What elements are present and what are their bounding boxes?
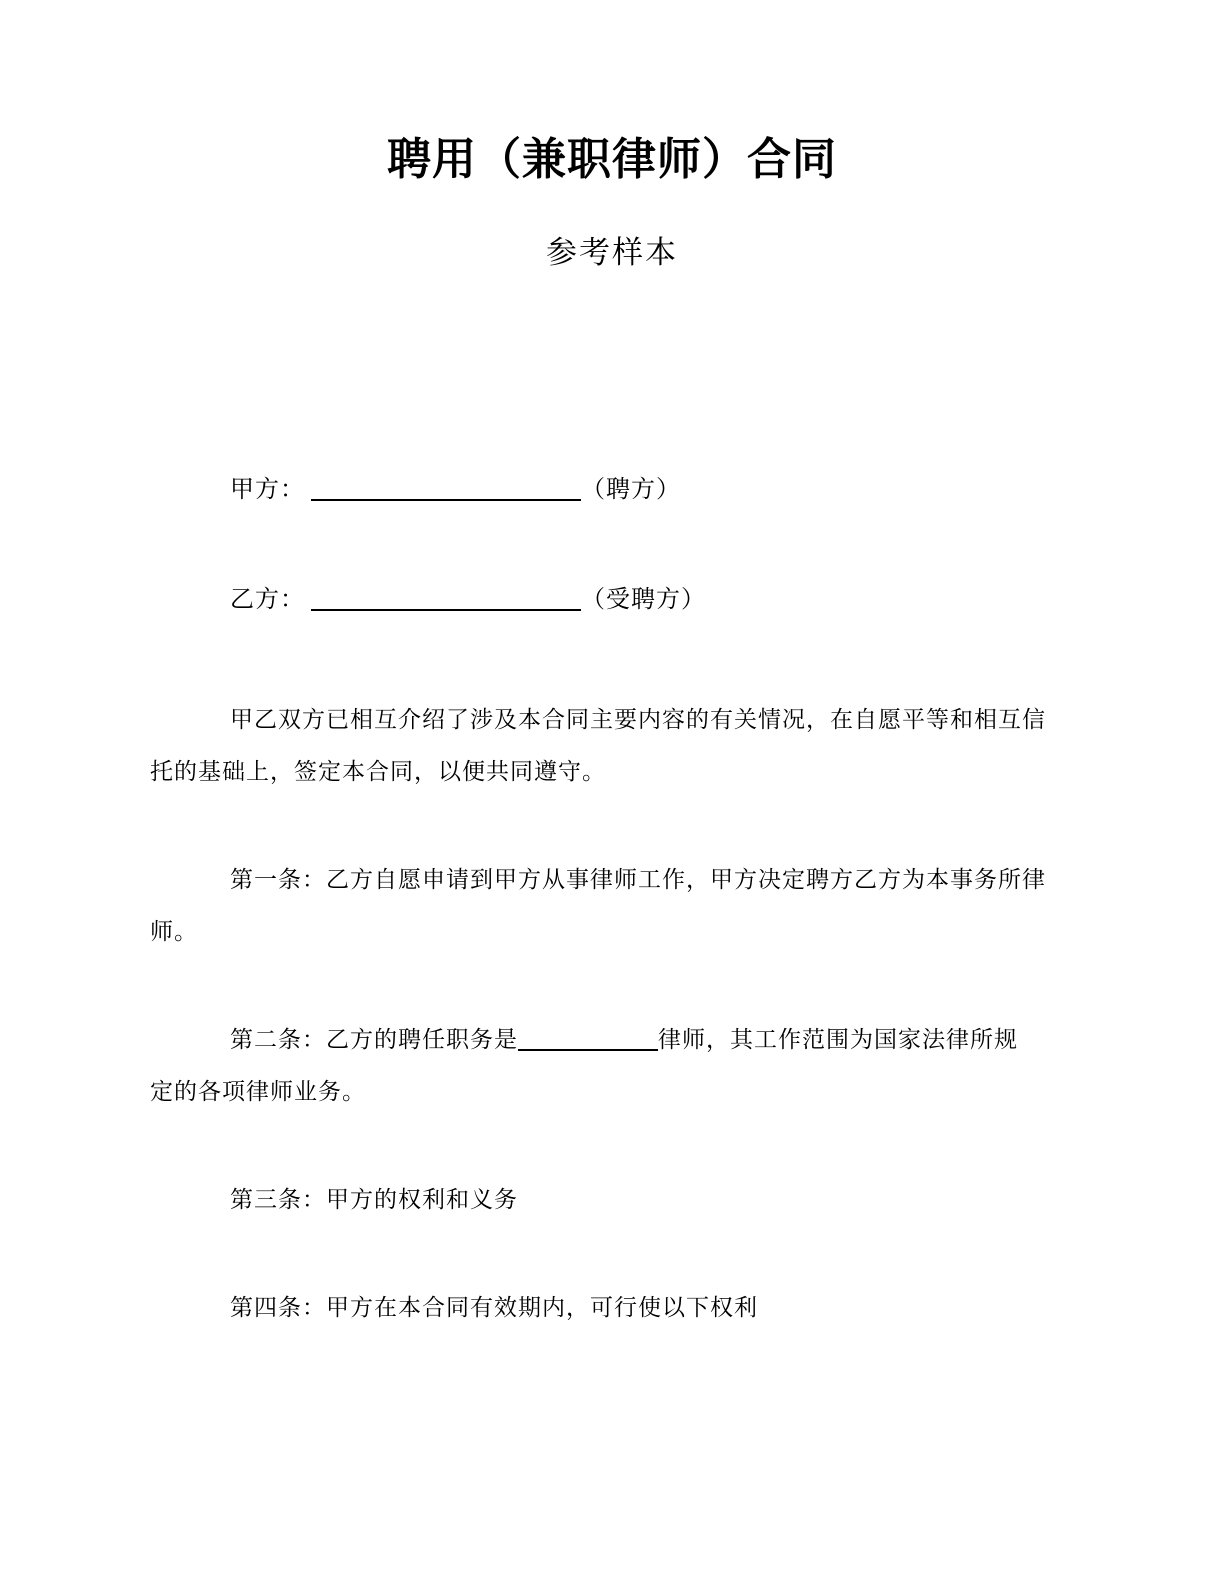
- party-b-row: [150, 584, 1074, 616]
- clause-1-line-2: 师。: [150, 919, 198, 944]
- document-title: 聘用（兼职律师）合同: [387, 135, 837, 184]
- party-a-label: 甲方：: [230, 477, 305, 503]
- intro-line-2: 托的基础上，签定本合同，以便共同遵守。: [150, 759, 606, 784]
- clause-1-line-1: 第一条：乙方自愿申请到甲方从事律师工作，甲方决定聘方乙方为本事务所律: [230, 867, 1046, 892]
- clause-2-line-2: 定的各项律师业务。: [150, 1079, 366, 1104]
- clause-2-line-1: [150, 1014, 1074, 1066]
- party-b-blank-line: [311, 589, 581, 611]
- document-subtitle: 参考样本: [546, 235, 678, 270]
- clause-2-paragraph: [150, 1014, 1074, 1118]
- clause-4-paragraph: [150, 1282, 1074, 1334]
- clause-4-line-1: 第四条：甲方在本合同有效期内，可行使以下权利: [230, 1295, 758, 1320]
- party-b-note: （受聘方）: [581, 587, 706, 613]
- clause-3-paragraph: [150, 1174, 1074, 1226]
- clause-2-line-1-post: 律师，其工作范围为国家法律所规: [658, 1027, 1018, 1052]
- clause-3-line-1: 第三条：甲方的权利和义务: [230, 1187, 518, 1212]
- intro-paragraph: [150, 694, 1074, 798]
- clause-2-blank-line: [518, 1029, 658, 1051]
- party-a-row: [150, 474, 1074, 506]
- party-a-note: （聘方）: [581, 477, 681, 503]
- intro-line-1: 甲乙双方已相互介绍了涉及本合同主要内容的有关情况，在自愿平等和相互信: [230, 707, 1046, 732]
- clause-2-line-1-pre: 第二条：乙方的聘任职务是: [230, 1027, 518, 1052]
- party-a-blank-line: [311, 479, 581, 501]
- clause-1-paragraph: [150, 854, 1074, 958]
- party-b-label: 乙方：: [230, 587, 305, 613]
